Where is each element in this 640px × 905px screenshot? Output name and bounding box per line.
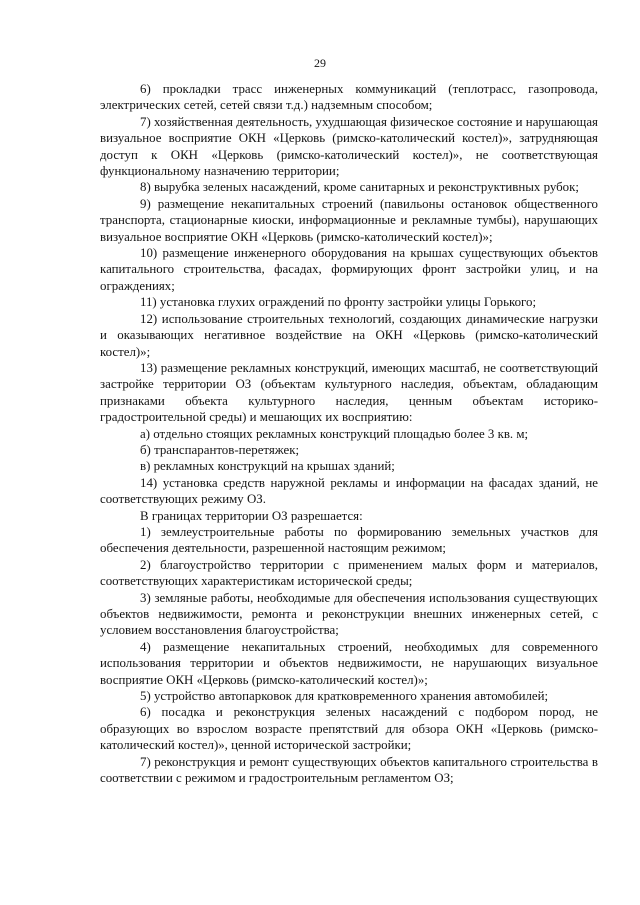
paragraph-allowed-1: 1) землеустроительные работы по формированию земельных участков для обеспечения деятельности, разрешенной настоящим режимом; xyxy=(100,524,598,556)
paragraph-allowed-5: 5) устройство автопарковок для кратковременного хранения автомобилей; xyxy=(140,689,549,704)
paragraph-prohibited-6: 6) прокладки трасс инженерных коммуникаций (теплотрасс, газопровода, электрических сетей, сетей связи т.д.) надземным способом; xyxy=(100,82,598,113)
paragraph-prohibited-7: 7) хозяйственная деятельность, ухудшающая физическое состояние и нарушающая визуальное восприятие ОКН «Церковь (римско-католический костел)», затрудняющая доступ к ОКН «Церковь (римско-католический костел)», не соответствующая функциональному назначению территории; xyxy=(100,114,598,179)
paragraph-allowed-7: 7) реконструкция и ремонт существующих объектов капитального строительства в соответствии с режимом и градостроительным регламентом ОЗ; xyxy=(100,754,598,786)
paragraph-prohibited-13b: б) транспарантов-перетяжек; xyxy=(140,442,300,457)
paragraph-prohibited-13c: в) рекламных конструкций на крышах зданий; xyxy=(140,459,395,474)
paragraph-allowed-4: 4) размещение некапитальных строений, необходимых для современного использования территории и объектов недвижимости, не нарушающих визуальное восприятие ОКН «Церковь (римско-католический костел)»; xyxy=(100,639,598,687)
paragraph-prohibited-11: 11) установка глухих ограждений по фронту застройки улицы Горького; xyxy=(140,295,537,310)
page-number: 29 xyxy=(314,56,326,70)
paragraph-prohibited-12: 12) использование строительных технологий, создающих динамические нагрузки и оказывающих негативное воздействие на ОКН «Церковь (римско-католический костел)»; xyxy=(100,311,598,359)
paragraph-allowed-3: 3) земляные работы, необходимые для обеспечения использования существующих объектов недвижимости, ремонта и реконструкции внешних инженерных сетей, с условием восстановления благоустройства; xyxy=(100,590,598,638)
paragraph-prohibited-8: 8) вырубка зеленых насаждений, кроме санитарных и реконструктивных рубок; xyxy=(140,180,579,195)
section-heading-allowed: В границах территории ОЗ разрешается: xyxy=(140,508,363,523)
document-body xyxy=(100,81,598,786)
paragraph-allowed-2: 2) благоустройство территории с применением малых форм и материалов, соответствующих характеристикам исторической среды; xyxy=(100,557,598,589)
paragraph-allowed-6: 6) посадка и реконструкция зеленых насаждений с подбором пород, не образующих во взрослом возрасте препятствий для обзора ОКН «Церковь (римско-католический костел)», ценной исторической застройки; xyxy=(100,705,598,753)
paragraph-prohibited-10: 10) размещение инженерного оборудования на крышах существующих объектов капитального строительства, фасадах, формирующих фронт застройки улиц, и на ограждениях; xyxy=(100,246,598,293)
paragraph-prohibited-13a: а) отдельно стоящих рекламных конструкций площадью более 3 кв. м; xyxy=(140,426,529,441)
paragraph-prohibited-9: 9) размещение некапитальных строений (павильоны остановок общественного транспорта, стационарные киоски, информационные и рекламные тумбы), нарушающих визуальное восприятие ОКН «Церковь (римско-католический костел)»; xyxy=(100,196,598,244)
paragraph-prohibited-14: 14) установка средств наружной рекламы и информации на фасадах зданий, не соответствующих режиму ОЗ. xyxy=(100,475,598,507)
paragraph-prohibited-13: 13) размещение рекламных конструкций, имеющих масштаб, не соответствующий застройке территории ОЗ (объектам культурного наследия, объектам, обладающим признаками объекта культурного наследия, ценным объектам историко-градостроительной среды) и мешающих их восприятию: xyxy=(100,360,598,425)
